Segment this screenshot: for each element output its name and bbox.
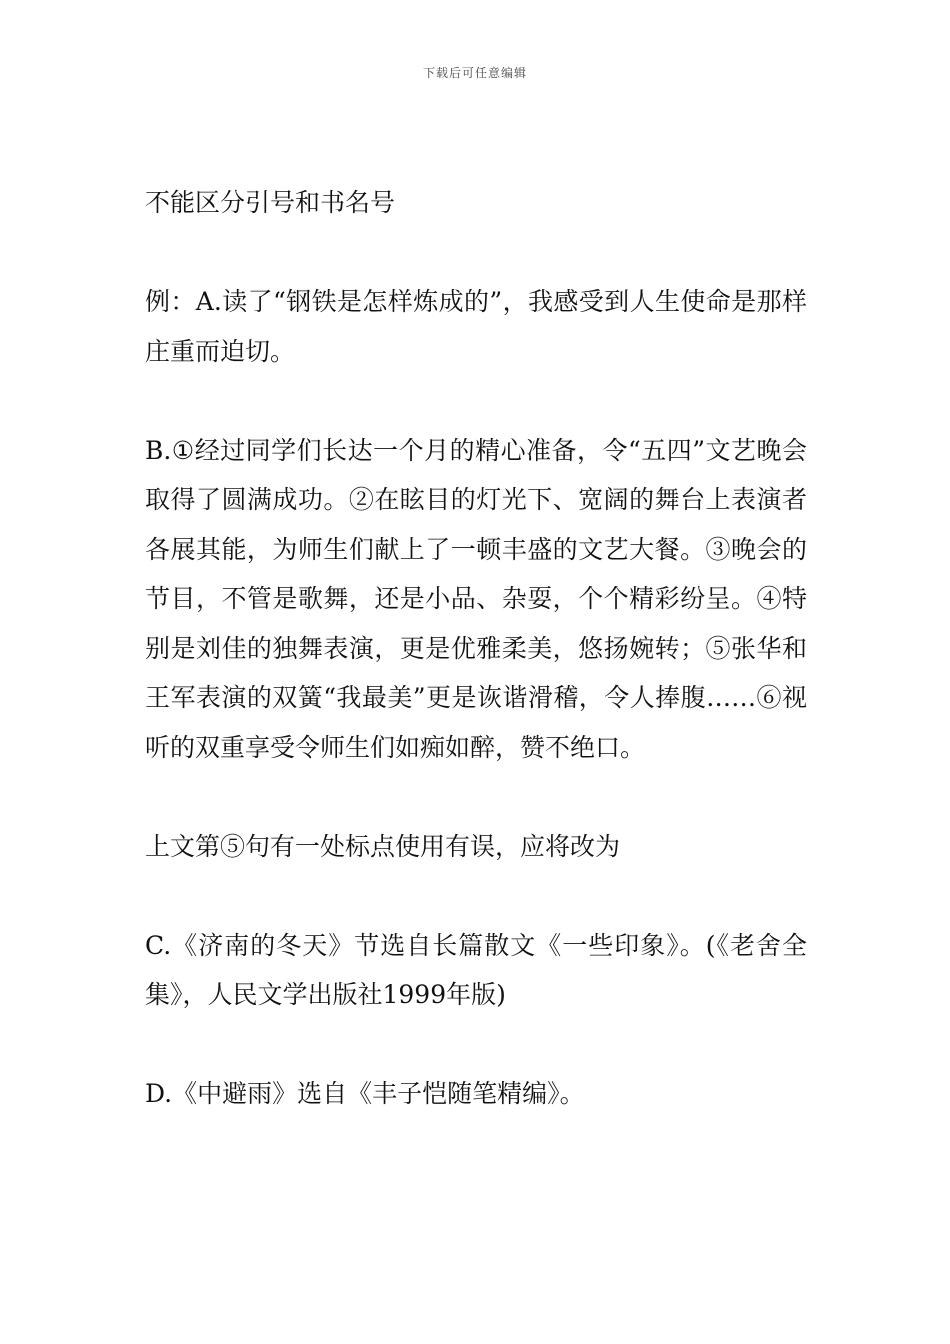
paragraph-example-d: D.《中避雨》选自《丰子恺随笔精编》。 xyxy=(145,1079,585,1108)
paragraph-heading: 不能区分引号和书名号 xyxy=(145,188,396,217)
paragraph-question: 上文第⑤句有一处标点使用有误，应将改为 xyxy=(145,831,621,861)
page-header-note: 下载后可任意编辑 xyxy=(422,66,527,80)
paragraph-example-b: B.①经过同学们长达一个月的精心准备，令“五四”文艺晚会取得了圆满成功。②在眩目的灯光下、宽阔的舞台上表演者各展其能，为师生们献上了一顿丰盛的文艺大餐。③晚会的节目，不管是歌舞，还是小品、杂耍，个个精彩纷呈。④特别是刘佳的独舞表演，更是优雅柔美，悠扬婉转；⑤张华和王军表演的双簧“我最美”更是诙谐滑稽，令人捧腹……⑥视听的双重享受令师生们如痴如醉，赞不绝口。 xyxy=(145,435,807,762)
paragraph-example-a: 例：A.读了“钢铁是怎样炼成的”，我感受到人生使命是那样庄重而迫切。 xyxy=(145,287,807,366)
paragraph-example-c: C.《济南的冬天》节选自长篇散文《一些印象》。(《老舍全集》，人民文学出版社1999年版) xyxy=(145,930,807,1009)
document-body xyxy=(145,178,807,1168)
